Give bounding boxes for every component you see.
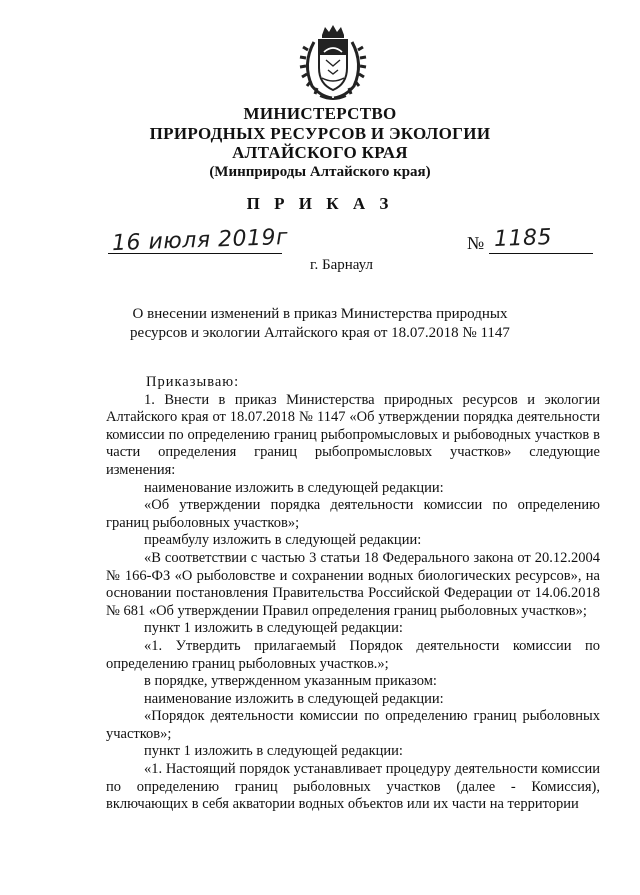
subject-line2: ресурсов и экологии Алтайского края от 18.07.2018 № 1147 [130, 325, 510, 341]
ministry-name-line2: ПРИРОДНЫХ РЕСУРСОВ И ЭКОЛОГИИ [149, 124, 491, 143]
altai-coat-of-arms-icon [298, 22, 368, 104]
paragraph-2: наименование изложить в следующей редакции: [144, 479, 444, 496]
paragraph-10: «Порядок деятельности комиссии по определению границ рыболовных участков»; [106, 708, 600, 742]
number-underline [489, 253, 593, 254]
ministry-short-name: (Минприроды Алтайского края) [209, 164, 431, 180]
order-body [106, 374, 600, 814]
paragraph-12: «1. Настоящий порядок устанавливает процедуру деятельности комиссии по определению границ рыболовных участков (далее - Комиссия), включающих в себя акватории водных объектов или их части на территории [106, 761, 600, 813]
paragraph-4: преамбулу изложить в следующей редакции: [144, 532, 422, 549]
ministry-name-line3: АЛТАЙСКОГО КРАЯ [232, 143, 408, 162]
document-type-title: П Р И К А З [246, 194, 394, 213]
date-underline [108, 253, 282, 254]
paragraph-1: 1. Внести в приказ Министерства природных ресурсов и экологии Алтайского края от 18.07.2018 № 1147 «Об утверждении порядка деятельности комиссии по определению границ рыбопромысловых и рыбоводных участков в части определения границ рыбопромысловых участков» следующие изменения: [106, 391, 600, 478]
paragraph-3: «Об утверждении порядка деятельности комиссии по определению границ рыболовных участков»; [106, 497, 600, 531]
order-directive: Приказываю: [146, 374, 240, 390]
city-name: г. Барнаул [310, 257, 373, 273]
paragraph-7: «1. Утвердить прилагаемый Порядок деятельности комиссии по определению границ рыболовных участков.»; [106, 637, 600, 672]
subject-line1: О внесении изменений в приказ Министерства природных [132, 306, 508, 322]
paragraph-9: наименование изложить в следующей редакции: [144, 690, 444, 707]
paragraph-11: пункт 1 изложить в следующей редакции: [144, 743, 403, 760]
order-number-label: № [467, 233, 485, 253]
paragraph-6: пункт 1 изложить в следующей редакции: [144, 620, 403, 637]
paragraph-8: в порядке, утвержденном указанным приказом: [144, 673, 437, 690]
handwritten-date: 16 июля 2019г [111, 224, 289, 257]
paragraph-5: «В соответствии с частью 3 статьи 18 Федерального закона от 20.12.2004 № 166-ФЗ «О рыболовстве и сохранении водных биологических ресурсов», на основании постановления Правительства Российской Федерации от 14.06.2018 № 681 «Об утверждении Правил определения границ рыболовных участков»; [106, 549, 600, 619]
handwritten-order-number: 1185 [493, 224, 553, 253]
ministry-name-line1: МИНИСТЕРСТВО [243, 104, 397, 123]
